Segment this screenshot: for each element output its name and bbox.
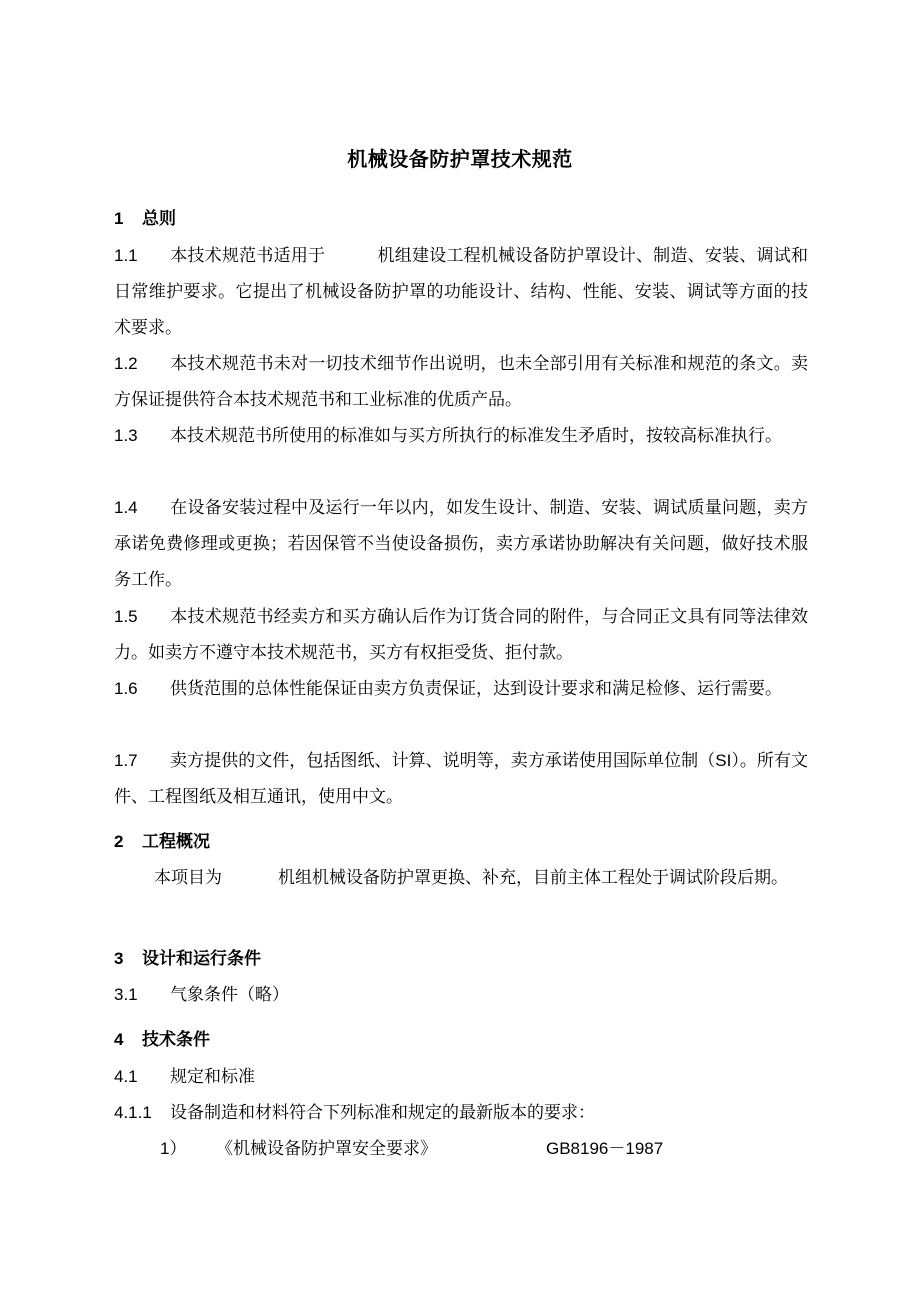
clause-1-3 [114,418,808,454]
overview-text: 机组机械设备防护罩更换、补充，目前主体工程处于调试阶段后期。 [278,868,788,888]
overview-text: 本项目为 [154,868,222,888]
clause-text: 气象条件（略） [170,985,289,1005]
clause-1-5 [114,599,808,671]
clause-number: 1.1 [114,246,138,265]
clause-number: 4.1.1 [114,1103,152,1122]
section-heading-1 [114,204,176,234]
clause-text: 本技术规范书适用于 [170,246,326,266]
clause-4-1-1 [114,1095,808,1131]
clause-number: 1.2 [114,354,138,373]
section-title: 总则 [142,209,176,229]
standard-index: 1） [160,1139,187,1158]
clause-text: 设备制造和材料符合下列标准和规定的最新版本的要求： [170,1103,595,1123]
section-heading-2 [114,827,210,857]
section-title: 设计和运行条件 [142,949,261,969]
clause-1-4 [114,490,808,598]
clause-text: 规定和标准 [170,1067,255,1087]
clause-text: 供货范围的总体性能保证由卖方负责保证，达到设计要求和满足检修、运行需要。 [170,679,782,699]
document-title: 机械设备防护罩技术规范 [347,147,573,171]
section-number: 4 [114,1030,124,1049]
clause-number: 1.3 [114,426,138,445]
clause-4-1 [114,1059,808,1095]
section-title: 技术条件 [142,1030,210,1050]
clause-1-1 [114,238,808,346]
clause-1-2 [114,346,808,418]
clause-number: 1.6 [114,679,138,698]
clause-number: 1.5 [114,607,138,626]
clause-text: 机组建设工程机械设备防护罩设计、制造、安装、调试和日常维护要求。它提出了机械设备防护罩的功能设计、结构、性能、安装、调试等方面的技术要求。 [114,246,809,338]
section-title: 工程概况 [142,832,210,852]
standard-code: GB8196－1987 [546,1139,664,1158]
standard-item [160,1134,663,1164]
clause-number: 1.4 [114,498,138,517]
clause-text: ）。所有文件、工程图纸及相互通讯，使用中文。 [114,751,809,807]
clause-1-6 [114,671,808,707]
section-number: 1 [114,209,124,228]
section-heading-4 [114,1025,210,1055]
clause-text: 卖方提供的文件，包括图纸、计算、说明等，卖方承诺使用国际单位制（ [170,751,716,771]
clause-number: 4.1 [114,1067,138,1086]
clause-3-1 [114,977,808,1013]
section-number: 2 [114,832,124,851]
clause-number: 3.1 [114,985,138,1004]
clause-text: 本技术规范书所使用的标准如与买方所执行的标准发生矛盾时，按较高标准执行。 [170,426,782,446]
clause-text: 本技术规范书经卖方和买方确认后作为订货合同的附件，与合同正文具有同等法律效力。如卖方不遵守本技术规范书，买方有权拒受货、拒付款。 [114,607,808,663]
clause-text: 在设备安装过程中及运行一年以内，如发生设计、制造、安装、调试质量问题，卖方承诺免费修理或更换；若因保管不当使设备损伤，卖方承诺协助解决有关问题，做好技术服务工作。 [114,498,808,590]
clause-number: 1.7 [114,751,138,770]
section-number: 3 [114,949,124,968]
section-heading-3 [114,944,261,974]
si-unit-abbr: SI [715,751,732,770]
project-overview [114,860,808,896]
clause-1-7 [114,743,808,815]
standard-name: 《机械设备防护罩安全要求》 [216,1139,437,1159]
clause-text: 本技术规范书未对一切技术细节作出说明，也未全部引用有关标准和规范的条文。卖方保证提供符合本技术规范书和工业标准的优质产品。 [114,354,808,410]
